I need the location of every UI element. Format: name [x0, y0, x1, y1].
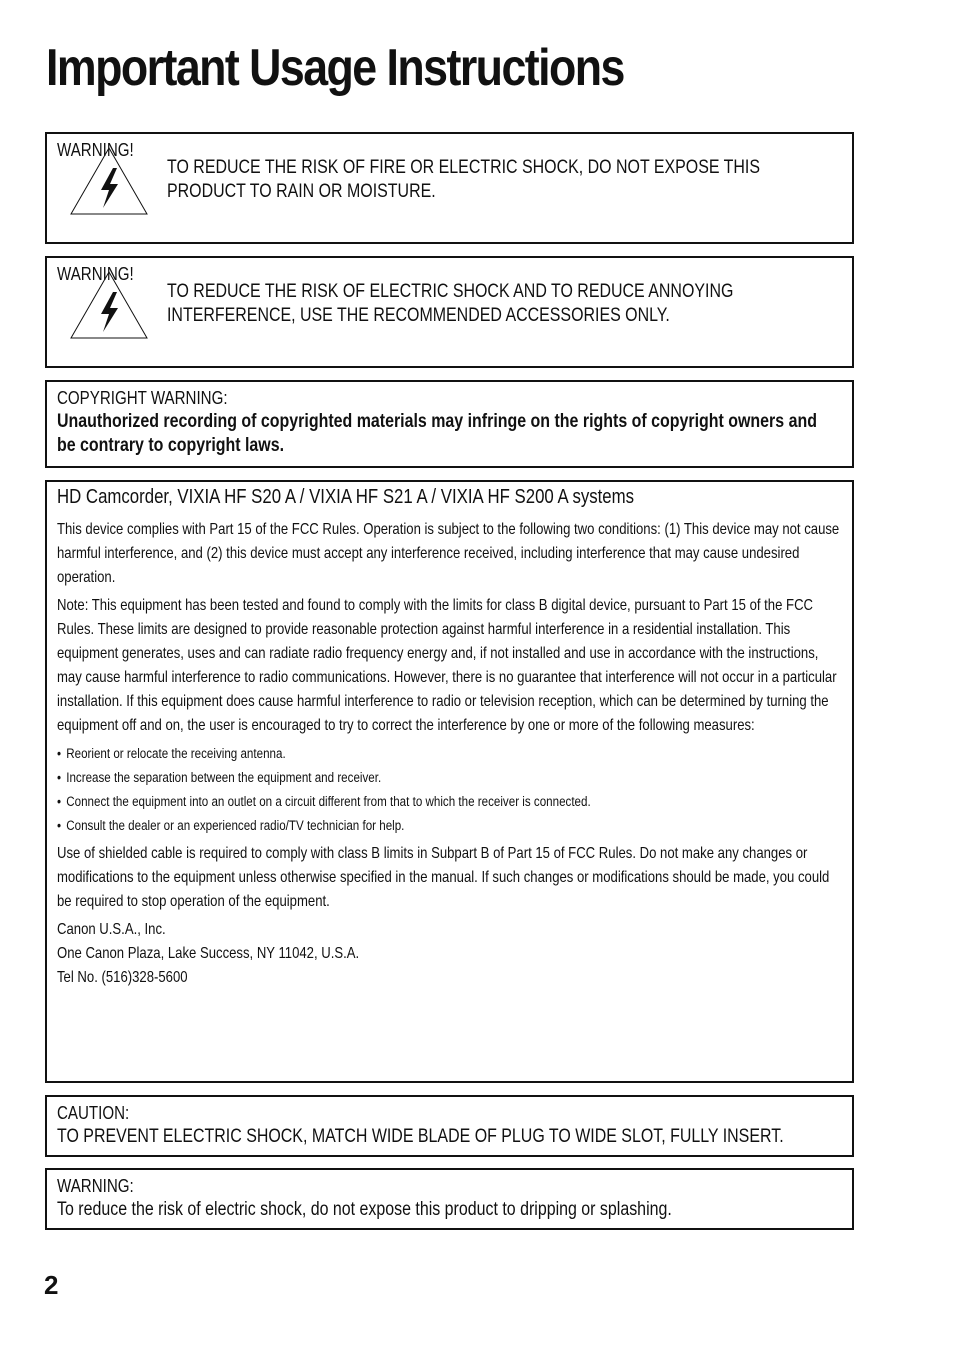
copyright-warning-box — [45, 380, 854, 468]
fcc-paragraph: This device complies with Part 15 of the FCC Rules. Operation is subject to the following two conditions: (1) This device may not cause harmful interference, and (2) this device must accept any interference received, including interference that may cause undesired operation. — [57, 521, 840, 586]
caution-label: CAUTION: — [57, 1103, 130, 1123]
warning-text — [167, 280, 831, 328]
warning-box-fire — [45, 132, 854, 244]
warning-label: WARNING! — [57, 264, 134, 284]
list-item: • Increase the separation between the equipment and receiver. — [57, 766, 730, 790]
fcc-paragraph: Use of shielded cable is required to comply with class B limits in Subpart B of Part 15 of FCC Rules. Do not make any changes or modifications to the equipment unless otherwise specified in the manual. If such changes or modifications should be made, you could be required to stop operation of the equipment. — [57, 845, 830, 910]
electric-shock-warning-icon — [69, 270, 149, 340]
copyright-text: Unauthorized recording of copyrighted materials may infringe on the rights of copyright owners and be contrary to copyright laws. — [57, 411, 817, 456]
warning-text: To reduce the risk of electric shock, do not expose this product to dripping or splashing. — [57, 1199, 672, 1220]
warning-label: WARNING! — [57, 140, 134, 160]
caution-box — [45, 1095, 854, 1157]
fcc-paragraph: Note: This equipment has been tested and found to comply with the limits for class B digital device, pursuant to Part 15 of the FCC Rules. These limits are designed to provide reasonable protection against harmful interference in a residential installation. This equipment generates, uses and can radiate radio frequency energy and, if not installed and use in accordance with the instructions, may cause harmful interference to radio communications. However, there is no guarantee that interference will not occur in a particular installation. If this equipment does cause harmful interference to radio or television reception, which can be determined by turning the equipment off and on, the user is encouraged to try to correct the interference by one or more of the following measures: — [57, 597, 837, 734]
fcc-title: HD Camcorder, VIXIA HF S20 A / VIXIA HF S21 A / VIXIA HF S200 A systems — [57, 486, 635, 508]
warning-box-accessories — [45, 256, 854, 368]
electric-shock-warning-icon — [69, 146, 149, 216]
warning-text — [167, 156, 831, 204]
warning-line: TO REDUCE THE RISK OF ELECTRIC SHOCK AND TO REDUCE ANNOYING — [167, 281, 734, 302]
company-telephone: Tel No. (516)328-5600 — [57, 969, 188, 986]
list-item: • Consult the dealer or an experienced radio/TV technician for help. — [57, 814, 730, 838]
list-item: • Connect the equipment into an outlet on a circuit different from that to which the receiver is connected. — [57, 790, 730, 814]
warning-line: INTERFERENCE, USE THE RECOMMENDED ACCESSORIES ONLY. — [167, 305, 670, 326]
fcc-measures-list — [57, 742, 840, 838]
warning-row — [57, 280, 840, 328]
warning-box-splashing — [45, 1168, 854, 1230]
copyright-label: COPYRIGHT WARNING: — [57, 388, 228, 408]
company-name: Canon U.S.A., Inc. — [57, 921, 166, 938]
list-item: • Reorient or relocate the receiving antenna. — [57, 742, 730, 766]
company-address: One Canon Plaza, Lake Success, NY 11042, U.S.A. — [57, 945, 360, 962]
warning-line: PRODUCT TO RAIN OR MOISTURE. — [167, 181, 436, 202]
warning-label: WARNING: — [57, 1176, 134, 1196]
caution-text: TO PREVENT ELECTRIC SHOCK, MATCH WIDE BLADE OF PLUG TO WIDE SLOT, FULLY INSERT. — [57, 1126, 784, 1147]
warning-row — [57, 156, 840, 204]
warning-line: TO REDUCE THE RISK OF FIRE OR ELECTRIC SHOCK, DO NOT EXPOSE THIS — [167, 157, 760, 178]
fcc-compliance-box — [45, 480, 854, 1083]
page-number: 2 — [44, 1270, 59, 1300]
page-title: Important Usage Instructions — [46, 39, 624, 97]
